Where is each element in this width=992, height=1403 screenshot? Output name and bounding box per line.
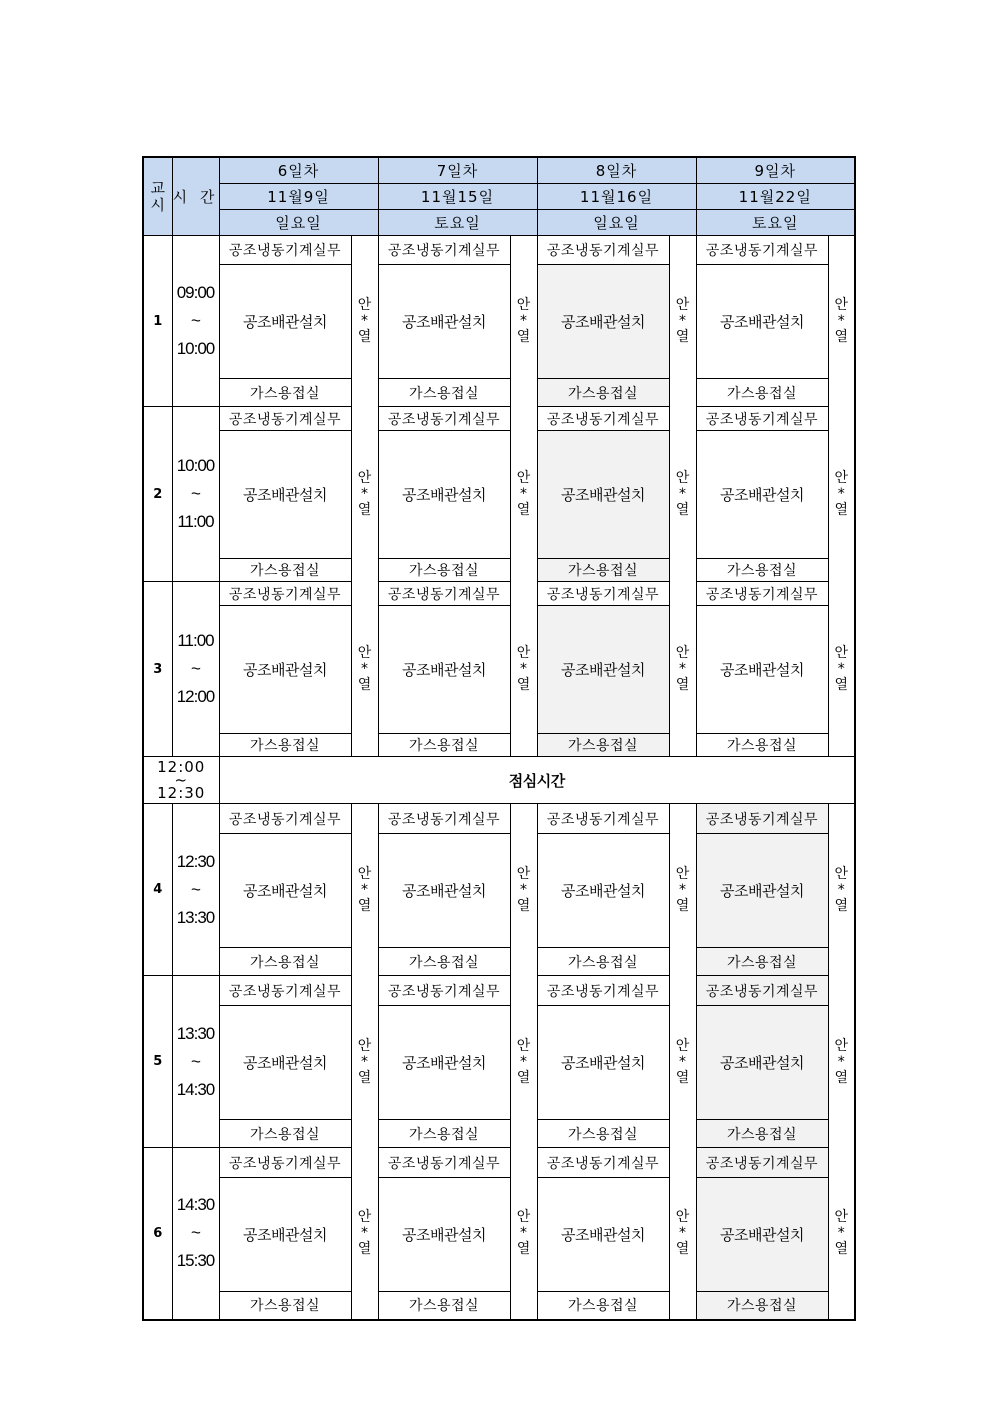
safety-marker: 안 * 열 xyxy=(510,582,537,757)
subject-top: 공조냉동기계실무 xyxy=(696,804,828,834)
subject-top: 공조냉동기계실무 xyxy=(537,804,669,834)
subject-bottom: 가스용접실 xyxy=(378,559,510,582)
timetable-grid xyxy=(142,156,856,1321)
subject-main: 공조배관설치 xyxy=(537,606,669,734)
subject-top: 공조냉동기계실무 xyxy=(378,976,510,1006)
safety-marker: 안 * 열 xyxy=(351,1148,378,1320)
safety-marker: 안 * 열 xyxy=(828,1148,855,1320)
subject-top: 공조냉동기계실무 xyxy=(537,407,669,431)
subject-bottom: 가스용접실 xyxy=(378,1292,510,1320)
period-number: 6 xyxy=(143,1148,172,1320)
subject-bottom: 가스용접실 xyxy=(696,948,828,976)
subject-main: 공조배관설치 xyxy=(696,431,828,559)
period-time: 10:00 ~ 11:00 xyxy=(172,407,219,582)
safety-marker: 안 * 열 xyxy=(510,236,537,407)
subject-top: 공조냉동기계실무 xyxy=(219,976,351,1006)
subject-main: 공조배관설치 xyxy=(537,1178,669,1292)
header-day-number: 6일차 xyxy=(219,157,378,184)
safety-marker: 안 * 열 xyxy=(510,804,537,976)
subject-bottom: 가스용접실 xyxy=(696,559,828,582)
safety-marker: 안 * 열 xyxy=(669,236,696,407)
period-time: 11:00 ~ 12:00 xyxy=(172,582,219,757)
header-day-number: 9일차 xyxy=(696,157,855,184)
safety-marker: 안 * 열 xyxy=(351,976,378,1148)
safety-marker: 안 * 열 xyxy=(351,582,378,757)
subject-bottom: 가스용접실 xyxy=(696,379,828,407)
header-day-number: 8일차 xyxy=(537,157,696,184)
subject-main: 공조배관설치 xyxy=(537,1006,669,1120)
subject-top: 공조냉동기계실무 xyxy=(219,804,351,834)
header-time-label: 시 간 xyxy=(172,157,219,236)
subject-main: 공조배관설치 xyxy=(378,265,510,379)
subject-top: 공조냉동기계실무 xyxy=(378,236,510,265)
subject-top: 공조냉동기계실무 xyxy=(378,1148,510,1178)
subject-main: 공조배관설치 xyxy=(696,1178,828,1292)
schedule-table xyxy=(142,156,856,1321)
subject-top: 공조냉동기계실무 xyxy=(378,582,510,606)
subject-bottom: 가스용접실 xyxy=(537,734,669,757)
safety-marker: 안 * 열 xyxy=(669,582,696,757)
subject-main: 공조배관설치 xyxy=(696,606,828,734)
subject-main: 공조배관설치 xyxy=(696,834,828,948)
subject-bottom: 가스용접실 xyxy=(219,559,351,582)
subject-bottom: 가스용접실 xyxy=(219,734,351,757)
safety-marker: 안 * 열 xyxy=(828,236,855,407)
period-number: 2 xyxy=(143,407,172,582)
header-weekday: 토요일 xyxy=(378,210,537,236)
subject-main: 공조배관설치 xyxy=(537,431,669,559)
subject-bottom: 가스용접실 xyxy=(378,379,510,407)
header-date: 11월9일 xyxy=(219,184,378,210)
safety-marker: 안 * 열 xyxy=(351,236,378,407)
subject-top: 공조냉동기계실무 xyxy=(696,582,828,606)
subject-bottom: 가스용접실 xyxy=(378,1120,510,1148)
safety-marker: 안 * 열 xyxy=(828,407,855,582)
subject-main: 공조배관설치 xyxy=(378,834,510,948)
header-date: 11월16일 xyxy=(537,184,696,210)
subject-top: 공조냉동기계실무 xyxy=(378,804,510,834)
subject-main: 공조배관설치 xyxy=(219,265,351,379)
subject-bottom: 가스용접실 xyxy=(537,559,669,582)
subject-bottom: 가스용접실 xyxy=(537,1292,669,1320)
safety-marker: 안 * 열 xyxy=(828,804,855,976)
subject-top: 공조냉동기계실무 xyxy=(537,582,669,606)
subject-top: 공조냉동기계실무 xyxy=(537,1148,669,1178)
subject-main: 공조배관설치 xyxy=(219,431,351,559)
period-time: 14:30 ~ 15:30 xyxy=(172,1148,219,1320)
safety-marker: 안 * 열 xyxy=(828,976,855,1148)
subject-top: 공조냉동기계실무 xyxy=(219,582,351,606)
period-time: 09:00 ~ 10:00 xyxy=(172,236,219,407)
period-number: 4 xyxy=(143,804,172,976)
safety-marker: 안 * 열 xyxy=(510,1148,537,1320)
safety-marker: 안 * 열 xyxy=(510,407,537,582)
subject-main: 공조배관설치 xyxy=(219,834,351,948)
subject-main: 공조배관설치 xyxy=(219,1178,351,1292)
header-weekday: 일요일 xyxy=(537,210,696,236)
subject-top: 공조냉동기계실무 xyxy=(696,976,828,1006)
header-date: 11월22일 xyxy=(696,184,855,210)
subject-main: 공조배관설치 xyxy=(537,265,669,379)
subject-main: 공조배관설치 xyxy=(219,1006,351,1120)
subject-bottom: 가스용접실 xyxy=(219,379,351,407)
safety-marker: 안 * 열 xyxy=(669,1148,696,1320)
safety-marker: 안 * 열 xyxy=(351,407,378,582)
subject-bottom: 가스용접실 xyxy=(696,734,828,757)
subject-main: 공조배관설치 xyxy=(378,606,510,734)
subject-top: 공조냉동기계실무 xyxy=(219,1148,351,1178)
subject-bottom: 가스용접실 xyxy=(378,948,510,976)
subject-bottom: 가스용접실 xyxy=(378,734,510,757)
subject-top: 공조냉동기계실무 xyxy=(696,1148,828,1178)
subject-bottom: 가스용접실 xyxy=(537,948,669,976)
subject-main: 공조배관설치 xyxy=(696,1006,828,1120)
safety-marker: 안 * 열 xyxy=(510,976,537,1148)
subject-main: 공조배관설치 xyxy=(378,431,510,559)
subject-main: 공조배관설치 xyxy=(378,1006,510,1120)
subject-bottom: 가스용접실 xyxy=(537,1120,669,1148)
subject-main: 공조배관설치 xyxy=(378,1178,510,1292)
subject-top: 공조냉동기계실무 xyxy=(537,976,669,1006)
header-period-label: 교 시 xyxy=(143,157,172,236)
header-date: 11월15일 xyxy=(378,184,537,210)
period-number: 1 xyxy=(143,236,172,407)
subject-main: 공조배관설치 xyxy=(537,834,669,948)
header-day-number: 7일차 xyxy=(378,157,537,184)
subject-bottom: 가스용접실 xyxy=(219,1120,351,1148)
safety-marker: 안 * 열 xyxy=(669,976,696,1148)
period-number: 5 xyxy=(143,976,172,1148)
subject-bottom: 가스용접실 xyxy=(696,1292,828,1320)
subject-bottom: 가스용접실 xyxy=(219,948,351,976)
subject-top: 공조냉동기계실무 xyxy=(696,407,828,431)
subject-bottom: 가스용접실 xyxy=(219,1292,351,1320)
safety-marker: 안 * 열 xyxy=(669,407,696,582)
safety-marker: 안 * 열 xyxy=(669,804,696,976)
lunch-time: 12:00 ~ 12:30 xyxy=(143,757,219,804)
subject-top: 공조냉동기계실무 xyxy=(696,236,828,265)
subject-bottom: 가스용접실 xyxy=(696,1120,828,1148)
subject-top: 공조냉동기계실무 xyxy=(219,236,351,265)
header-weekday: 일요일 xyxy=(219,210,378,236)
subject-top: 공조냉동기계실무 xyxy=(219,407,351,431)
period-number: 3 xyxy=(143,582,172,757)
subject-main: 공조배관설치 xyxy=(219,606,351,734)
subject-bottom: 가스용접실 xyxy=(537,379,669,407)
subject-top: 공조냉동기계실무 xyxy=(537,236,669,265)
period-time: 12:30 ~ 13:30 xyxy=(172,804,219,976)
subject-top: 공조냉동기계실무 xyxy=(378,407,510,431)
header-weekday: 토요일 xyxy=(696,210,855,236)
subject-main: 공조배관설치 xyxy=(696,265,828,379)
safety-marker: 안 * 열 xyxy=(351,804,378,976)
lunch-label: 점심시간 xyxy=(219,757,855,804)
period-time: 13:30 ~ 14:30 xyxy=(172,976,219,1148)
safety-marker: 안 * 열 xyxy=(828,582,855,757)
